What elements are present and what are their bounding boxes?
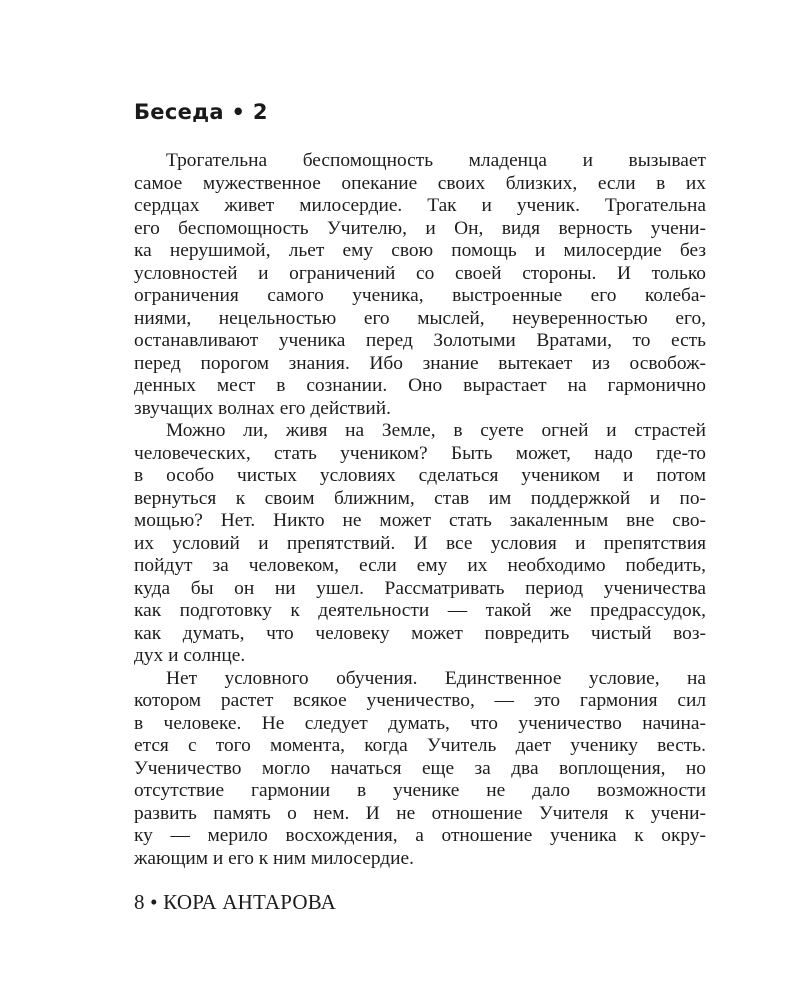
text-line: звучащих волнах его действий. xyxy=(134,397,392,419)
text-line: ку — мерило восхождения, а отношение ученика к окру- xyxy=(134,825,706,846)
text-line: отсутствие гармонии в ученике не дало возможности xyxy=(134,780,706,801)
text-line: ется с того момента, когда Учитель дает ученику весть. xyxy=(134,735,706,756)
text-line: его беспомощность Учителю, и Он, видя верность учени- xyxy=(134,217,706,239)
text-line: человеческих, стать учеником? Быть может, надо где-то xyxy=(134,442,706,464)
text-line: дух и солнце. xyxy=(134,645,246,666)
text-line: котором растет всякое ученичество, — это гармония сил xyxy=(134,690,706,711)
text-line: куда бы он ни ушел. Рассматривать период ученичества xyxy=(134,577,706,599)
text-line: жающим и его к ним милосердие. xyxy=(134,847,414,869)
text-line: перед порогом знания. Ибо знание вытекает из освобож- xyxy=(134,352,706,374)
paragraph xyxy=(134,668,706,871)
text-line: вернуться к своим ближним, став им поддержкой и по- xyxy=(134,487,706,509)
text-line: мощью? Нет. Никто не может стать закаленным вне сво- xyxy=(134,510,706,531)
text-line: условностей и ограничений со своей стороны. И только xyxy=(134,262,706,284)
chapter-heading: Беседа • 2 xyxy=(134,100,268,124)
text-line: их условий и препятствий. И все условия и препятствия xyxy=(134,532,706,554)
text-line: ниями, нецельностью его мыслей, неуверенностью его, xyxy=(134,307,706,329)
text-line: самое мужественное опекание своих близких, если в их xyxy=(134,172,706,194)
text-line: развить память о нем. И не отношение Учителя к учени- xyxy=(134,802,706,824)
text-line: сердцах живет милосердие. Так и ученик. Трогательна xyxy=(134,195,706,216)
paragraph xyxy=(134,150,706,420)
page-footer: 8 • КОРА АНТАРОВА xyxy=(134,890,337,914)
text-line: в человеке. Не следует думать, что ученичество начина- xyxy=(134,712,706,734)
text-line: как подготовку к деятельности — такой же предрассудок, xyxy=(134,600,706,621)
text-line: ограничения самого ученика, выстроенные его колеба- xyxy=(134,285,706,306)
text-line: Можно ли, живя на Земле, в суете огней и страстей xyxy=(166,420,706,441)
text-line: как думать, что человеку может повредить чистый воз- xyxy=(134,622,706,644)
text-line: Ученичество могло начаться еще за два воплощения, но xyxy=(134,757,706,779)
paragraph xyxy=(134,420,706,668)
text-line: останавливают ученика перед Золотыми Вратами, то есть xyxy=(134,330,706,351)
text-line: пойдут за человеком, если ему их необходимо победить, xyxy=(134,555,706,576)
text-line: денных мест в сознании. Оно вырастает на гармонично xyxy=(134,375,706,396)
text-line: Трогательна беспомощность младенца и вызывает xyxy=(166,150,706,171)
body-text xyxy=(134,150,706,870)
text-line: Нет условного обучения. Единственное условие, на xyxy=(166,667,706,689)
text-line: в особо чистых условиях сделаться учеником и потом xyxy=(134,465,706,486)
text-line: ка нерушимой, льет ему свою помощь и милосердие без xyxy=(134,240,706,261)
